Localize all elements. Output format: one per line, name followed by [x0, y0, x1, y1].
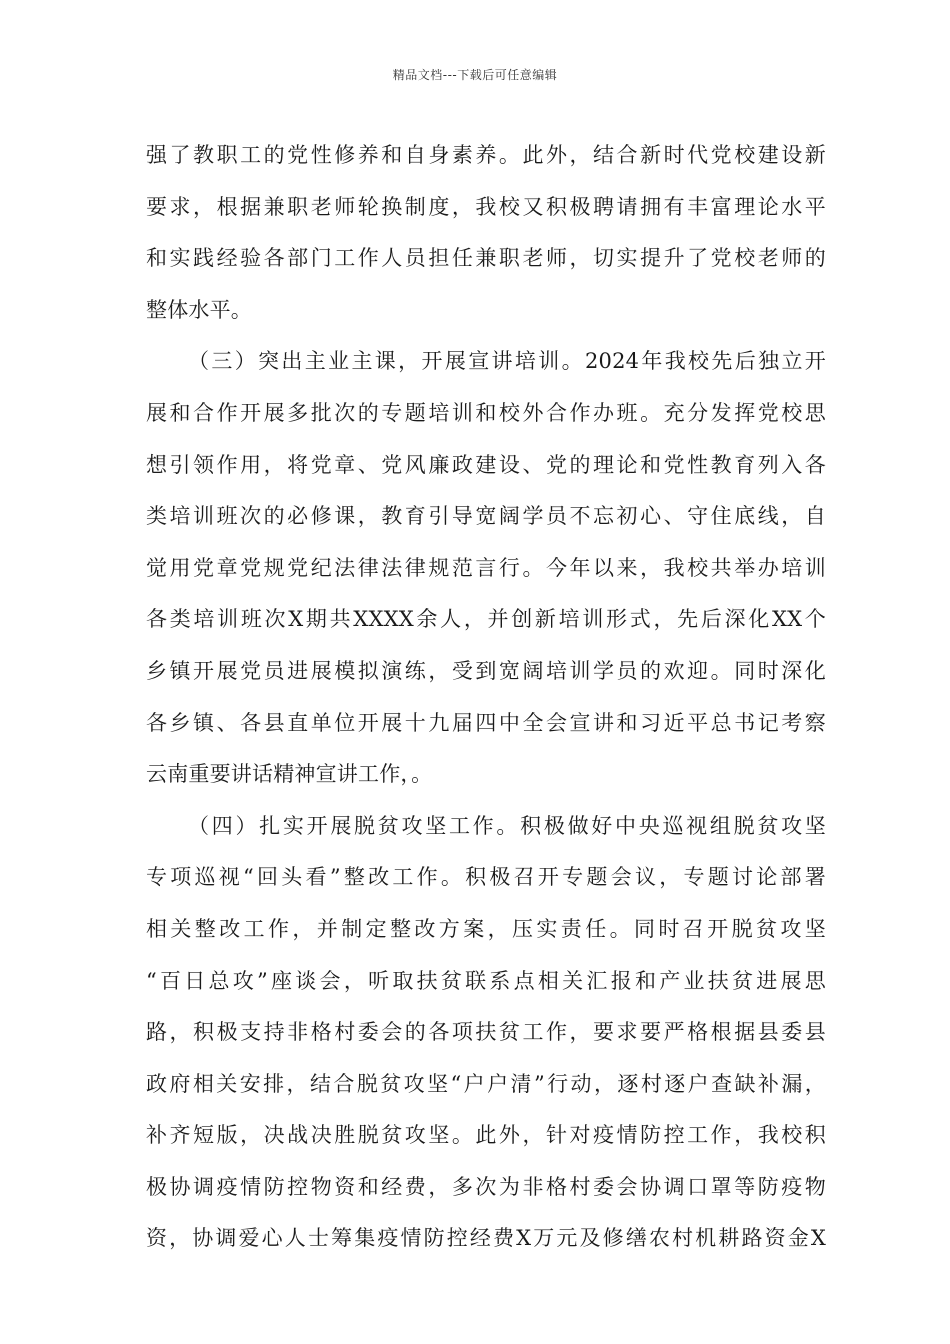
- text-line: 专项巡视“回头看”整改工作。积极召开专题会议，专题讨论部署: [146, 865, 826, 890]
- text-line: 各乡镇、各县直单位开展十九届四中全会宣讲和习近平总书记考察: [146, 710, 826, 735]
- text-line: 各类培训班次X期共XXXX余人，并创新培训形式，先后深化XX个: [146, 607, 826, 632]
- text-line: 整体水平。: [146, 297, 252, 322]
- text-line: 补齐短版，决战决胜脱贫攻坚。此外，针对疫情防控工作，我校积: [146, 1123, 826, 1148]
- text-line: 相关整改工作，并制定整改方案，压实责任。同时召开脱贫攻坚: [146, 916, 826, 941]
- text-line: 和实践经验各部门工作人员担任兼职老师，切实提升了党校老师的: [146, 246, 826, 271]
- page-header: 精品文档---下载后可任意编辑: [392, 68, 558, 82]
- text-line: 极协调疫情防控物资和经费，多次为非格村委会协调口罩等防疫物: [146, 1174, 826, 1199]
- text-line: 乡镇开展党员进展模拟演练，受到宽阔培训学员的欢迎。同时深化: [146, 658, 826, 683]
- text-line: 展和合作开展多批次的专题培训和校外合作办班。充分发挥党校思: [146, 400, 826, 425]
- text-line: 政府相关安排，结合脱贫攻坚“户户清”行动，逐村逐户查缺补漏，: [146, 1071, 826, 1096]
- text-line: 路，积极支持非格村委会的各项扶贫工作，要求要严格根据县委县: [146, 1020, 826, 1045]
- section-heading-line: （四）扎实开展脱贫攻坚工作。积极做好中央巡视组脱贫攻坚: [188, 813, 826, 838]
- text-line: 要求，根据兼职老师轮换制度，我校又积极聘请拥有丰富理论水平: [146, 194, 826, 219]
- text-line: 云南重要讲话精神宣讲工作，。: [146, 762, 433, 787]
- text-line: 类培训班次的必修课，教育引导宽阔学员不忘初心、守住底线，自: [146, 504, 826, 529]
- text-line: 强了教职工的党性修养和自身素养。此外，结合新时代党校建设新: [146, 143, 826, 167]
- text-line: 想引领作用，将党章、党风廉政建设、党的理论和党性教育列入各: [146, 452, 826, 477]
- text-line: “百日总攻”座谈会，听取扶贫联系点相关汇报和产业扶贫进展思: [146, 968, 826, 993]
- body-text: [146, 130, 826, 1265]
- text-line: 资，协调爱心人士筹集疫情防控经费X万元及修缮农村机耕路资金X: [146, 1226, 826, 1251]
- section-heading-line: （三）突出主业主课，开展宣讲培训。2024年我校先后独立开: [188, 349, 826, 374]
- text-line: 觉用党章党规党纪法律法律规范言行。今年以来，我校共举办培训: [146, 555, 826, 580]
